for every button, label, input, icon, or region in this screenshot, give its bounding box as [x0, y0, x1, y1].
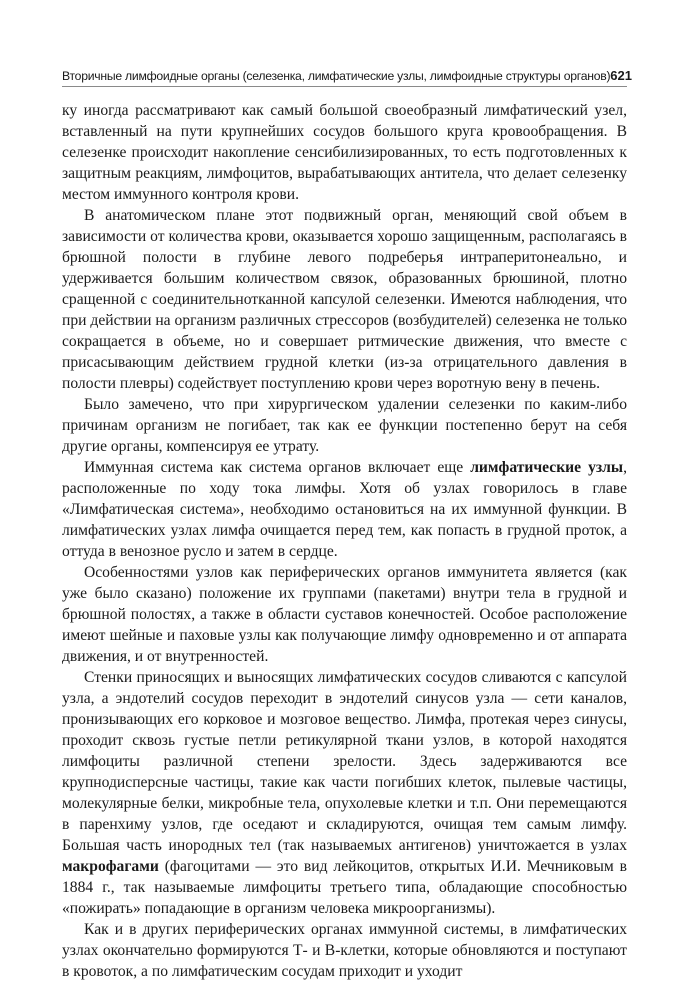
header-rule [62, 86, 627, 87]
paragraph-4-text-after: , расположенные по ходу тока лимфы. Хотя об узлах говорилось в главе «Лимфатическая система», необходимо остановиться на их иммунной функции. В лимфатических узлах лимфа очищается перед тем, как попасть в грудной проток, а оттуда в венозное русло и затем в сердце. [62, 459, 627, 560]
paragraph-3: Было замечено, что при хирургическом удалении селезенки по каким-либо причинам организм не погибает, так как ее функции постепенно берут на себя другие органы, компенсируя ее утрату. [62, 396, 627, 455]
term-macrophages: макрофагами [62, 858, 159, 875]
running-header [62, 68, 632, 83]
paragraph-7: Как и в других периферических органах иммунной системы, в лимфатических узлах окончательно формируются Т- и В-клетки, которые обновляются и поступают в кровоток, а по лимфатическим сосудам приходит и уходит [62, 921, 627, 980]
paragraph-6-text-before: Стенки приносящих и выносящих лимфатических сосудов сливаются с капсулой узла, а эндотелий сосудов переходит в эндотелий синусов узла — сети каналов, пронизывающих его корковое и мозговое вещество. Лимфа, протекая через синусы, проходит сквозь густые петли ретикулярной ткани узлов, в которой находятся лимфоциты различной степени зрелости. Здесь задерживаются все крупнодисперсные частицы, такие как части погибших клеток, пылевые частицы, молекулярные белки, микробные тела, опухолевые клетки и т.п. Они перемещаются в паренхиму узлов, где оседают и складируются, очищая тем самым лимфу. Большая часть инородных тел (так называемых антигенов) уничтожается в узлах [62, 669, 627, 854]
paragraph-6-text-after: (фагоцитами — это вид лейкоцитов, открытых И.И. Мечниковым в 1884 г., так называемые лимфоциты третьего типа, обладающие способностью «пожирать» попадающие в организм человека микроорганизмы). [62, 858, 627, 917]
paragraph-4 [62, 457, 627, 562]
paragraph-2: В анатомическом плане этот подвижный орган, меняющий свой объем в зависимости от количества крови, оказывается хорошо защищенным, располагаясь в брюшной полости в глубине левого подреберья интраперитонеально, и удерживается большим количеством связок, образованных брюшиной, плотно сращенной с соединительнотканной капсулой селезенки. Имеются наблюдения, что при действии на организм различных стрессоров (возбудителей) селезенка не только сокращается в объеме, но и совершает ритмические движения, что вместе с присасывающим действием грудной клетки (из-за отрицательного давления в полости плевры) содействует поступлению крови через воротную вену в печень. [62, 207, 627, 392]
paragraph-1: ку иногда рассматривают как самый большой своеобразный лимфатический узел, вставленный на пути крупнейших сосудов большого круга кровообращения. В селезенке происходит накопление сенсибилизированных, то есть подготовленных к защитным реакциям, лимфоцитов, вырабатывающих антитела, что делает селезенку местом иммунного контроля крови. [62, 102, 627, 203]
running-title: Вторичные лимфоидные органы (селезенка, лимфатические узлы, лимфоидные структуры органов) [62, 69, 611, 83]
paragraph-4-text-before: Иммунная система как система органов включает еще [84, 459, 471, 476]
paragraph-5: Особенностями узлов как периферических органов иммунитета является (как уже было сказано) положение их группами (пакетами) внутри тела в грудной и брюшной полостях, а также в области суставов конечностей. Особое расположение имеют шейные и паховые узлы как получающие лимфу одновременно и от аппарата движения, и от внутренностей. [62, 564, 627, 665]
body-text [62, 100, 627, 982]
page-number: 621 [610, 68, 632, 83]
term-lymph-nodes: лимфатические узлы [470, 459, 624, 476]
paragraph-6 [62, 667, 627, 919]
